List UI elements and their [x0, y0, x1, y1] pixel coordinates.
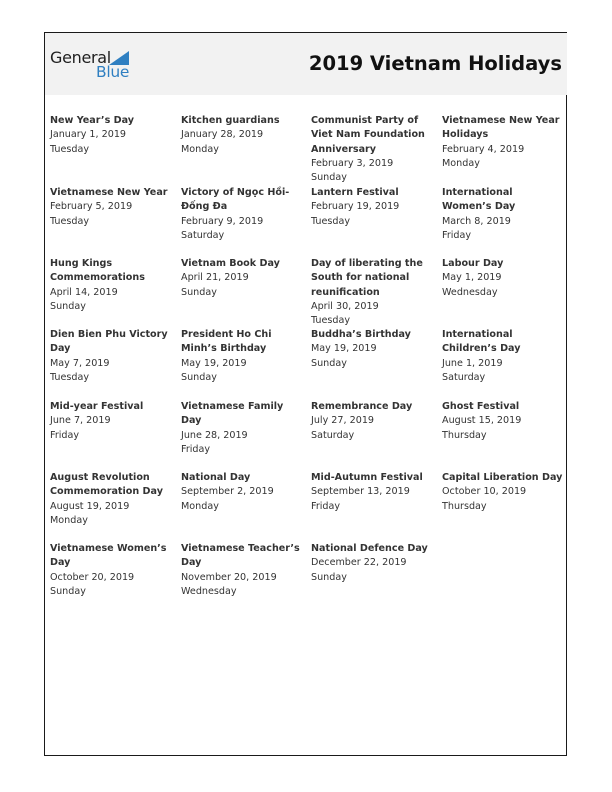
holiday-name: Lantern Festival [311, 187, 399, 198]
holiday-weekday: Tuesday [50, 371, 90, 383]
holiday-entry [50, 328, 172, 385]
holiday-name: National Day [181, 472, 251, 483]
holiday-date: August 15, 2019 [442, 415, 522, 427]
holiday-date: October 20, 2019 [50, 571, 135, 583]
holiday-name: Mid-Autumn Festival [311, 472, 423, 483]
holiday-weekday: Tuesday [50, 215, 90, 227]
holiday-entry [50, 114, 172, 157]
holiday-name: International Children’s Day [442, 329, 521, 355]
holiday-weekday: Thursday [442, 429, 487, 441]
holiday-entry [181, 186, 303, 243]
holiday-name: National Defence Day [311, 543, 428, 554]
holiday-date: May 7, 2019 [50, 357, 110, 369]
holiday-name: Hung Kings Commemorations [50, 258, 145, 284]
holiday-entry [442, 471, 564, 514]
holiday-weekday: Friday [181, 443, 211, 455]
holiday-weekday: Saturday [311, 429, 355, 441]
holiday-date: January 1, 2019 [50, 129, 127, 141]
page-title: 2019 Vietnam Holidays [308, 52, 562, 75]
holiday-weekday: Tuesday [50, 143, 90, 155]
holiday-weekday: Sunday [50, 300, 86, 312]
holiday-weekday: Friday [50, 429, 80, 441]
holiday-name: Ghost Festival [442, 401, 520, 412]
holiday-date: May 19, 2019 [181, 357, 247, 369]
holiday-name: Remembrance Day [311, 401, 413, 412]
holiday-weekday: Saturday [181, 229, 225, 241]
holiday-date: November 20, 2019 [181, 571, 277, 583]
holiday-weekday: Monday [50, 514, 88, 526]
holiday-entry [442, 114, 564, 171]
holiday-date: January 28, 2019 [181, 129, 264, 141]
holiday-entry [181, 471, 303, 514]
holiday-entry [50, 400, 172, 443]
holiday-date: July 27, 2019 [311, 415, 375, 427]
holiday-weekday: Sunday [181, 371, 217, 383]
holiday-weekday: Wednesday [442, 286, 498, 298]
holiday-date: February 4, 2019 [442, 143, 525, 155]
holiday-name: Capital Liberation Day [442, 472, 563, 483]
holiday-entry [311, 186, 433, 229]
holiday-weekday: Wednesday [181, 585, 237, 597]
holiday-entry [311, 328, 433, 371]
holiday-name: Vietnamese Women’s Day [50, 543, 167, 569]
holiday-entry [311, 114, 433, 185]
holiday-name: International Women’s Day [442, 187, 516, 213]
holiday-weekday: Sunday [50, 585, 86, 597]
holiday-weekday: Sunday [311, 172, 347, 184]
holiday-weekday: Tuesday [311, 215, 351, 227]
holiday-date: June 7, 2019 [50, 415, 111, 427]
holiday-entry [181, 257, 303, 300]
holiday-date: April 21, 2019 [181, 272, 249, 284]
holiday-name: Mid-year Festival [50, 401, 144, 412]
holiday-name: Vietnam Book Day [181, 258, 280, 269]
holiday-date: April 14, 2019 [50, 286, 118, 298]
holiday-entry [181, 114, 303, 157]
holiday-weekday: Sunday [311, 357, 347, 369]
holiday-entry [181, 328, 303, 385]
holiday-name: Communist Party of Viet Nam Foundation Anniversary [311, 115, 425, 155]
holiday-weekday: Tuesday [311, 315, 351, 327]
holiday-name: Vietnamese New Year [50, 187, 168, 198]
holiday-name: Vietnamese Family Day [181, 401, 284, 427]
holiday-entry [50, 257, 172, 314]
holiday-weekday: Saturday [442, 371, 486, 383]
holiday-name: Kitchen guardians [181, 115, 280, 126]
holiday-date: February 19, 2019 [311, 201, 400, 213]
holiday-entry [442, 328, 564, 385]
holiday-date: February 3, 2019 [311, 157, 394, 169]
logo-text-blue: Blue [96, 63, 130, 81]
holiday-entry [442, 186, 564, 243]
holiday-date: June 1, 2019 [442, 357, 503, 369]
holiday-date: September 13, 2019 [311, 486, 410, 498]
holiday-weekday: Monday [181, 500, 219, 512]
holiday-date: February 9, 2019 [181, 215, 264, 227]
holiday-entry [181, 542, 303, 599]
holiday-weekday: Sunday [311, 571, 347, 583]
holiday-date: February 5, 2019 [50, 201, 133, 213]
holiday-name: New Year’s Day [50, 115, 135, 126]
holiday-entry [50, 471, 172, 528]
holiday-date: April 30, 2019 [311, 300, 379, 312]
holiday-weekday: Sunday [181, 286, 217, 298]
holiday-date: May 1, 2019 [442, 272, 502, 284]
holiday-weekday: Monday [181, 143, 219, 155]
holiday-weekday: Friday [442, 229, 472, 241]
holiday-name: President Ho Chi Minh’s Birthday [181, 329, 272, 355]
holiday-weekday: Thursday [442, 500, 487, 512]
holiday-name: Vietnamese New Year Holidays [442, 115, 560, 141]
holiday-date: September 2, 2019 [181, 486, 274, 498]
holiday-date: December 22, 2019 [311, 557, 407, 569]
holiday-date: March 8, 2019 [442, 215, 511, 227]
holiday-date: August 19, 2019 [50, 500, 130, 512]
holiday-date: October 10, 2019 [442, 486, 527, 498]
holiday-name: Labour Day [442, 258, 504, 269]
holiday-name: Dien Bien Phu Victory Day [50, 329, 168, 355]
holiday-name: Victory of Ngọc Hồi-Đống Đa [181, 187, 290, 213]
holiday-entry [442, 400, 564, 443]
holiday-name: Buddha’s Birthday [311, 329, 411, 340]
holiday-name: Vietnamese Teacher’s Day [181, 543, 300, 569]
holiday-entry [442, 257, 564, 300]
holiday-entry [181, 400, 303, 457]
holiday-name: Day of liberating the South for national reunification [311, 258, 423, 298]
holiday-date: May 19, 2019 [311, 343, 377, 355]
holiday-entry [311, 542, 433, 585]
holiday-date: June 28, 2019 [181, 429, 248, 441]
holiday-entry [311, 471, 433, 514]
logo-text-general: General [50, 48, 111, 67]
holiday-entry [50, 542, 172, 599]
holiday-entry [50, 186, 172, 229]
holiday-weekday: Friday [311, 500, 341, 512]
holiday-entry [311, 400, 433, 443]
holiday-weekday: Monday [442, 157, 480, 169]
holiday-name: August Revolution Commemoration Day [50, 472, 163, 498]
holiday-entry [311, 257, 433, 328]
generalblue-logo [50, 48, 140, 82]
